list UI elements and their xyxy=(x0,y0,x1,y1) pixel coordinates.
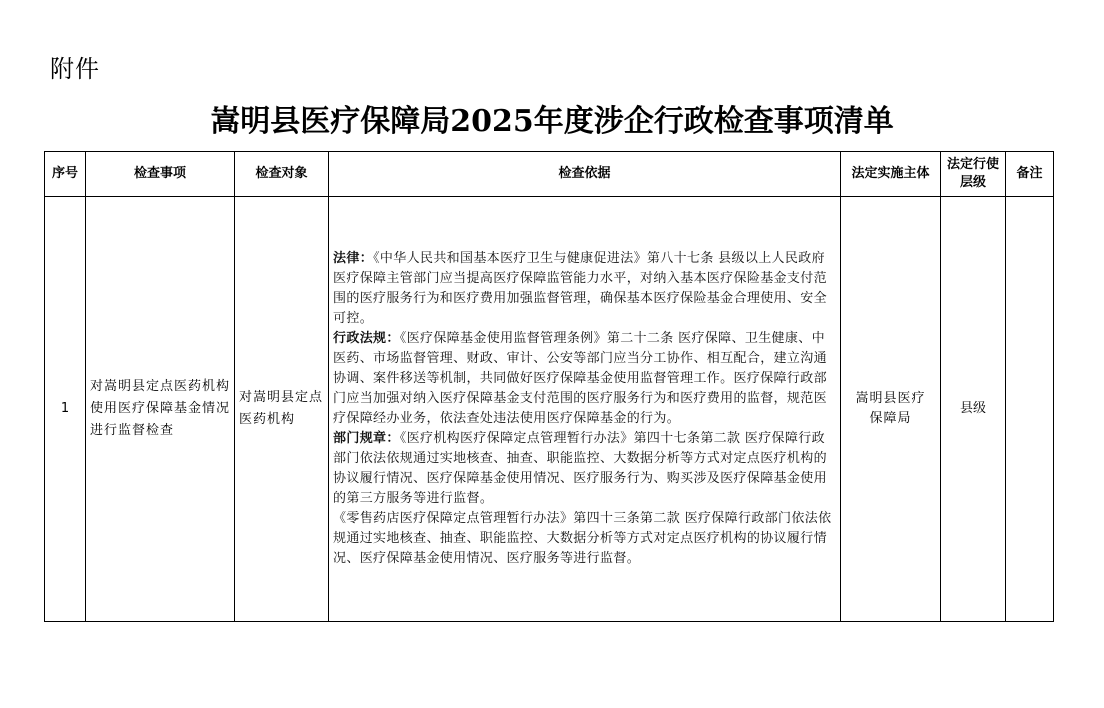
row-target: 对嵩明县定点医药机构 xyxy=(235,197,329,622)
table-row xyxy=(45,197,1054,622)
header-seq: 序号 xyxy=(45,152,86,197)
document-title: 嵩明县医疗保障局2025年度涉企行政检查事项清单 xyxy=(210,104,894,139)
basis-pharmacy-rule-text: 《零售药店医疗保障定点管理暂行办法》第四十三条第二款 医疗保障行政部门依法依规通过实地核查、抽查、职能监控、大数据分析等方式对定点医疗机构的协议履行情况、医疗保障基金使用情况、医疗服务等进行监督。 xyxy=(333,511,832,566)
basis-regulation-label: 行政法规： xyxy=(333,331,400,346)
basis-pharmacy-rule xyxy=(333,509,836,569)
inspection-items-table xyxy=(44,151,1054,622)
row-seq: 1 xyxy=(45,197,86,622)
row-basis xyxy=(329,197,841,622)
basis-regulation xyxy=(333,329,836,429)
row-item: 对嵩明县定点医药机构使用医疗保障基金情况进行监督检查 xyxy=(86,197,235,622)
row-subject: 嵩明县医疗保障局 xyxy=(841,197,941,622)
header-level: 法定行使层级 xyxy=(941,152,1006,197)
header-basis: 检查依据 xyxy=(329,152,841,197)
basis-rule-label: 部门规章： xyxy=(333,431,400,446)
row-remark xyxy=(1006,197,1054,622)
row-level: 县级 xyxy=(941,197,1006,622)
basis-rule-text: 《医疗机构医疗保障定点管理暂行办法》第四十七条第二款 医疗保障行政部门依法依规通过实地核查、抽查、职能监控、大数据分析等方式对定点医疗机构的协议履行情况、医疗保障基金使用情况、医疗服务行为、购买涉及医疗保障基金使用的第三方服务等进行监督。 xyxy=(333,431,827,506)
basis-regulation-text: 《医疗保障基金使用监督管理条例》第二十二条 医疗保障、卫生健康、中医药、市场监督管理、财政、审计、公安等部门应当分工协作、相互配合，建立沟通协调、案件移送等机制，共同做好医疗保障基金使用监督管理工作。医疗保障行政部门应当加强对纳入医疗保障基金支付范围的医疗服务行为和医疗费用的监督，规范医疗保障经办业务，依法查处违法使用医疗保障基金的行为。 xyxy=(333,331,827,426)
basis-law-text: 《中华人民共和国基本医疗卫生与健康促进法》第八十七条 县级以上人民政府医疗保障主管部门应当提高医疗保障监管能力水平，对纳入基本医疗保险基金支付范围的医疗服务行为和医疗费用加强监督管理，确保基本医疗保险基金合理使用、安全可控。 xyxy=(333,251,827,326)
header-target: 检查对象 xyxy=(235,152,329,197)
basis-law xyxy=(333,249,836,329)
basis-law-label: 法律： xyxy=(333,251,374,266)
table-header-row xyxy=(45,152,1054,197)
header-item: 检查事项 xyxy=(86,152,235,197)
header-subject: 法定实施主体 xyxy=(841,152,941,197)
attachment-label: 附件 xyxy=(50,55,100,83)
basis-rule xyxy=(333,429,836,509)
header-remark: 备注 xyxy=(1006,152,1054,197)
